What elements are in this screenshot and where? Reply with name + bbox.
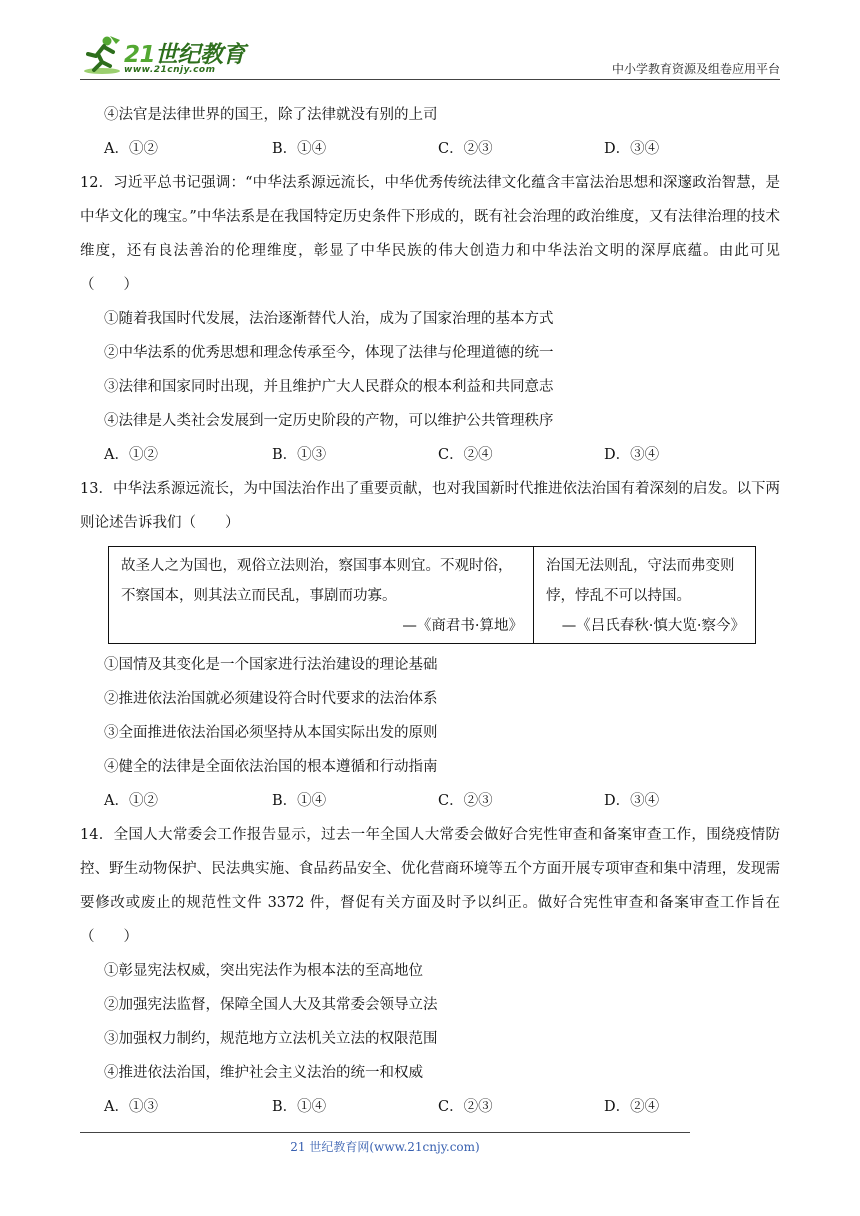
option-a[interactable]: A．①② xyxy=(104,447,158,463)
question-stem: 13．中华法系源远流长，为中国法治作出了重要贡献，也对我国新时代推进依法治国有着深刻的启发。以下两则论述告诉我们（ ） xyxy=(80,481,780,531)
site-logo[interactable] xyxy=(80,34,270,78)
option-b[interactable]: B．①④ xyxy=(272,141,327,157)
quote-right-source: —《吕氏春秋·慎大览·察今》 xyxy=(561,618,745,634)
runner-icon xyxy=(80,34,124,76)
quote-left-text: 故圣人之为国也，观俗立法则治，察国事本则宜。不观时俗，不察国本，则其法立而民乱，事剧而功寡。 xyxy=(121,558,513,604)
statement-2: ②加强宪法监督，保障全国人大及其常委会领导立法 xyxy=(104,997,438,1013)
quote-right-text: 治国无法则乱，守法而弗变则悖，悖乱不可以持国。 xyxy=(546,558,735,604)
option-c[interactable]: C．②④ xyxy=(438,447,493,463)
platform-tagline: 中小学教育资源及组卷应用平台 xyxy=(611,62,780,76)
statement-4: ④健全的法律是全面依法治国的根本遵循和行动指南 xyxy=(104,759,438,775)
statement-3: ③法律和国家同时出现，并且维护广大人民群众的根本利益和共同意志 xyxy=(104,379,554,395)
statement-3: ③全面推进依法治国必须坚持从本国实际出发的原则 xyxy=(104,725,438,741)
question-12 xyxy=(80,166,780,472)
option-a[interactable]: A．①② xyxy=(104,793,158,809)
option-b[interactable]: B．①③ xyxy=(272,447,327,463)
question-13 xyxy=(80,472,780,818)
statement-4: ④推进依法治国，维护社会主义法治的统一和权威 xyxy=(104,1065,423,1081)
option-c[interactable]: C．②③ xyxy=(438,793,493,809)
statement-3: ③加强权力制约，规范地方立法机关立法的权限范围 xyxy=(104,1031,438,1047)
option-b[interactable]: B．①④ xyxy=(272,1099,327,1115)
statement-1: ①国情及其变化是一个国家进行法治建设的理论基础 xyxy=(104,657,438,673)
exam-content xyxy=(80,98,780,1124)
quote-left-source: —《商君书·算地》 xyxy=(402,618,523,634)
option-d[interactable]: D．②④ xyxy=(604,1099,660,1115)
option-a[interactable]: A．①② xyxy=(104,141,158,157)
statement-2: ②推进依法治国就必须建设符合时代要求的法治体系 xyxy=(104,691,438,707)
logo-wordmark: 21世纪教育 xyxy=(124,42,246,68)
footer-divider xyxy=(80,1132,690,1133)
quote-right-cell xyxy=(534,547,756,644)
statement-1: ①彰显宪法权威，突出宪法作为根本法的至高地位 xyxy=(104,963,423,979)
question-stem: 12．习近平总书记强调：“中华法系源远流长，中华优秀传统法律文化蕴含丰富法治思想和深邃政治智慧，是中华文化的瑰宝。”中华法系是在我国特定历史条件下形成的，既有社会治理的政治维度，又有法律治理的技术维度，还有良法善治的伦理维度，彰显了中华民族的伟大创造力和中华法治文明的深厚底蕴。由此可见（ ） xyxy=(80,175,780,293)
answer-options xyxy=(80,784,780,818)
logo-url: www.21cnjy.com xyxy=(124,65,216,75)
question-14 xyxy=(80,818,780,1124)
answer-options xyxy=(80,1090,780,1124)
option-d[interactable]: D．③④ xyxy=(604,447,660,463)
statement-4: ④法律是人类社会发展到一定历史阶段的产物，可以维护公共管理秩序 xyxy=(104,413,554,429)
statement-4: ④法官是法律世界的国王，除了法律就没有别的上司 xyxy=(104,107,438,123)
footer-link[interactable]: 21 世纪教育网(www.21cnjy.com) xyxy=(290,1140,480,1154)
option-c[interactable]: C．②③ xyxy=(438,1099,493,1115)
statement-1: ①随着我国时代发展，法治逐渐替代人治，成为了国家治理的基本方式 xyxy=(104,311,554,327)
option-a[interactable]: A．①③ xyxy=(104,1099,158,1115)
quote-left-cell xyxy=(109,547,534,644)
answer-options xyxy=(80,438,780,472)
question-11-carryover xyxy=(80,98,780,166)
option-d[interactable]: D．③④ xyxy=(604,141,660,157)
option-b[interactable]: B．①④ xyxy=(272,793,327,809)
option-c[interactable]: C．②③ xyxy=(438,141,493,157)
answer-options xyxy=(80,132,780,166)
option-d[interactable]: D．③④ xyxy=(604,793,660,809)
page-header xyxy=(80,30,780,82)
statement-2: ②中华法系的优秀思想和理念传承至今，体现了法律与伦理道德的统一 xyxy=(104,345,554,361)
quote-table xyxy=(108,546,756,644)
question-stem: 14．全国人大常委会工作报告显示，过去一年全国人大常委会做好合宪性审查和备案审查工作，围绕疫情防控、野生动物保护、民法典实施、食品药品安全、优化营商环境等五个方面开展专项审查和集中清理，发现需要修改或废止的规范性文件 3372 件，督促有关方面及时予以纠正。做好合宪性审查和备案审查工作旨在（ ） xyxy=(80,827,780,945)
header-divider xyxy=(80,79,780,80)
